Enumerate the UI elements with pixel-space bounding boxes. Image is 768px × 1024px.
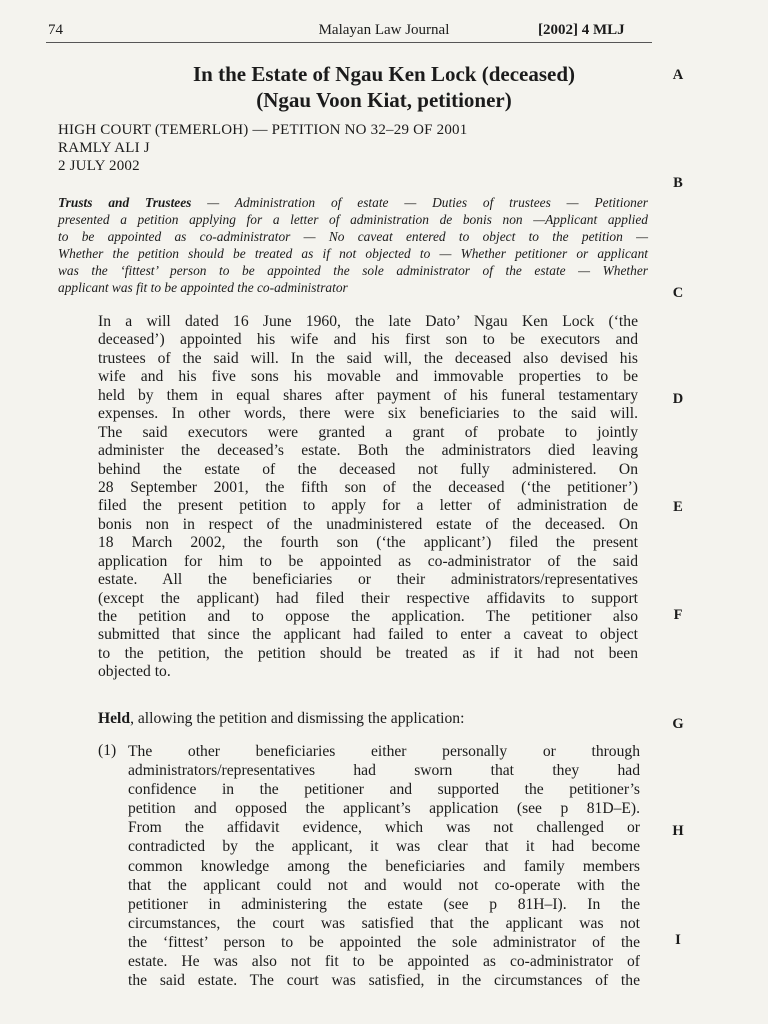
body-line: administer the deceased’s estate. Both the administrators died leaving <box>98 442 638 460</box>
body-line: In a will dated 16 June 1960, the late Dato’ Ngau Ken Lock (‘the <box>98 313 638 330</box>
catchwords-line: Trusts and Trustees — Administration of estate — Duties of trustees — Petitioner <box>58 195 648 210</box>
margin-letter-d: D <box>672 391 684 407</box>
item-line: circumstances, the court was satisfied that the applicant was not <box>128 914 640 932</box>
item-line: petition and opposed the applicant’s application (see p 81D–E). <box>128 800 640 818</box>
held-item-1 <box>128 742 640 990</box>
case-title-line-1: In the Estate of Ngau Ken Lock (deceased) <box>192 62 576 86</box>
judge-line: RAMLY ALI J <box>58 140 150 156</box>
catchwords-lead: Trusts and Trustees <box>58 195 192 210</box>
item-line: the said estate. The court was satisfied, in the circumstances of the <box>128 972 640 990</box>
item-line: common knowledge among the beneficiaries and family members <box>128 857 640 875</box>
item-line: The other beneficiaries either personally or through <box>128 743 640 760</box>
body-line: the petition and to oppose the application. The petitioner also <box>98 608 638 625</box>
catchwords-line: was the ‘fittest’ person to be appointed the sole administrator of the estate — Whether <box>58 263 648 278</box>
margin-letter-c: C <box>672 285 684 301</box>
catchwords-line: presented a petition applying for a letter of administration de bonis non —Applicant applied <box>58 212 648 227</box>
catchwords <box>58 194 648 296</box>
item-line: confidence in the petitioner and supported the petitioner’s <box>128 781 640 799</box>
margin-letter-g: G <box>672 716 684 732</box>
body-line: expenses. In other words, there were six beneficiaries to the said will. <box>98 405 638 423</box>
body-line: trustees of the said will. In the said will, the deceased also devised his <box>98 349 638 367</box>
margin-letter-a: A <box>672 67 684 83</box>
body-line: wife and his five sons his movable and immovable properties to be <box>98 368 638 386</box>
catchwords-line: Whether the petition should be treated as if not objected to — Whether petitioner or applicant <box>58 246 648 261</box>
journal-name: Malayan Law Journal <box>318 22 450 38</box>
body-line: objected to. <box>98 663 171 681</box>
body-line: filed the present petition to apply for a letter of administration de <box>98 497 638 515</box>
item-line: estate. He was also not fit to be appointed as co-administrator of <box>128 953 640 971</box>
margin-letter-i: I <box>675 932 681 948</box>
item-line: the ‘fittest’ person to be appointed the sole administrator of the <box>128 933 640 951</box>
page-number: 74 <box>48 22 63 38</box>
header-rule <box>46 42 652 43</box>
margin-letter-b: B <box>673 175 683 191</box>
body-line: deceased’) appointed his wife and his first son to be executors and <box>98 331 638 349</box>
citation: [2002] 4 MLJ <box>538 22 625 38</box>
headnote-body <box>98 313 638 682</box>
case-title-line-2: (Ngau Voon Kiat, petitioner) <box>256 88 512 112</box>
margin-letter-f: F <box>673 607 683 623</box>
body-line: estate. All the beneficiaries or their administrators/representatives <box>98 571 638 589</box>
body-line: 18 March 2002, the fourth son (‘the applicant’) filed the present <box>98 534 638 552</box>
body-line: application for him to be appointed as co-administrator of the said <box>98 552 638 570</box>
item-number: (1) <box>98 742 117 759</box>
body-line: 28 September 2001, the fifth son of the deceased (‘the petitioner’) <box>98 478 638 496</box>
body-line: held by them in equal shares after payment of his funeral testamentary <box>98 386 638 404</box>
held-line: Held, allowing the petition and dismissing the application: <box>98 710 465 727</box>
court-line: HIGH COURT (TEMERLOH) — PETITION NO 32–29 OF 2001 <box>58 122 468 138</box>
catchwords-line: applicant was fit to be appointed the co-administrator <box>58 280 348 295</box>
body-line: to the petition, the petition should be treated as if it had not been <box>98 644 638 662</box>
body-line: (except the applicant) had filed their respective affidavits to support <box>98 589 638 607</box>
body-line: behind the estate of the deceased not fully administered. On <box>98 460 638 478</box>
margin-letter-h: H <box>672 823 684 839</box>
catchwords-line: to be appointed as co-administrator — No caveat entered to object to the petition — <box>58 229 648 244</box>
item-line: administrators/representatives had sworn that they had <box>128 762 640 780</box>
held-label: Held <box>98 710 131 727</box>
body-line: submitted that since the applicant had failed to enter a caveat to object <box>98 626 638 644</box>
margin-letter-e: E <box>673 499 683 515</box>
body-line: The said executors were granted a grant of probate to jointly <box>98 423 638 441</box>
item-line: that the applicant could not and would not co-operate with the <box>128 876 640 894</box>
date-line: 2 JULY 2002 <box>58 158 140 174</box>
item-line: petitioner in administering the estate (see p 81H–I). In the <box>128 895 640 913</box>
item-line: From the affidavit evidence, which was not challenged or <box>128 819 640 837</box>
body-line: bonis non in respect of the unadministered estate of the deceased. On <box>98 515 638 533</box>
item-line: contradicted by the applicant, it was clear that it had become <box>128 838 640 856</box>
